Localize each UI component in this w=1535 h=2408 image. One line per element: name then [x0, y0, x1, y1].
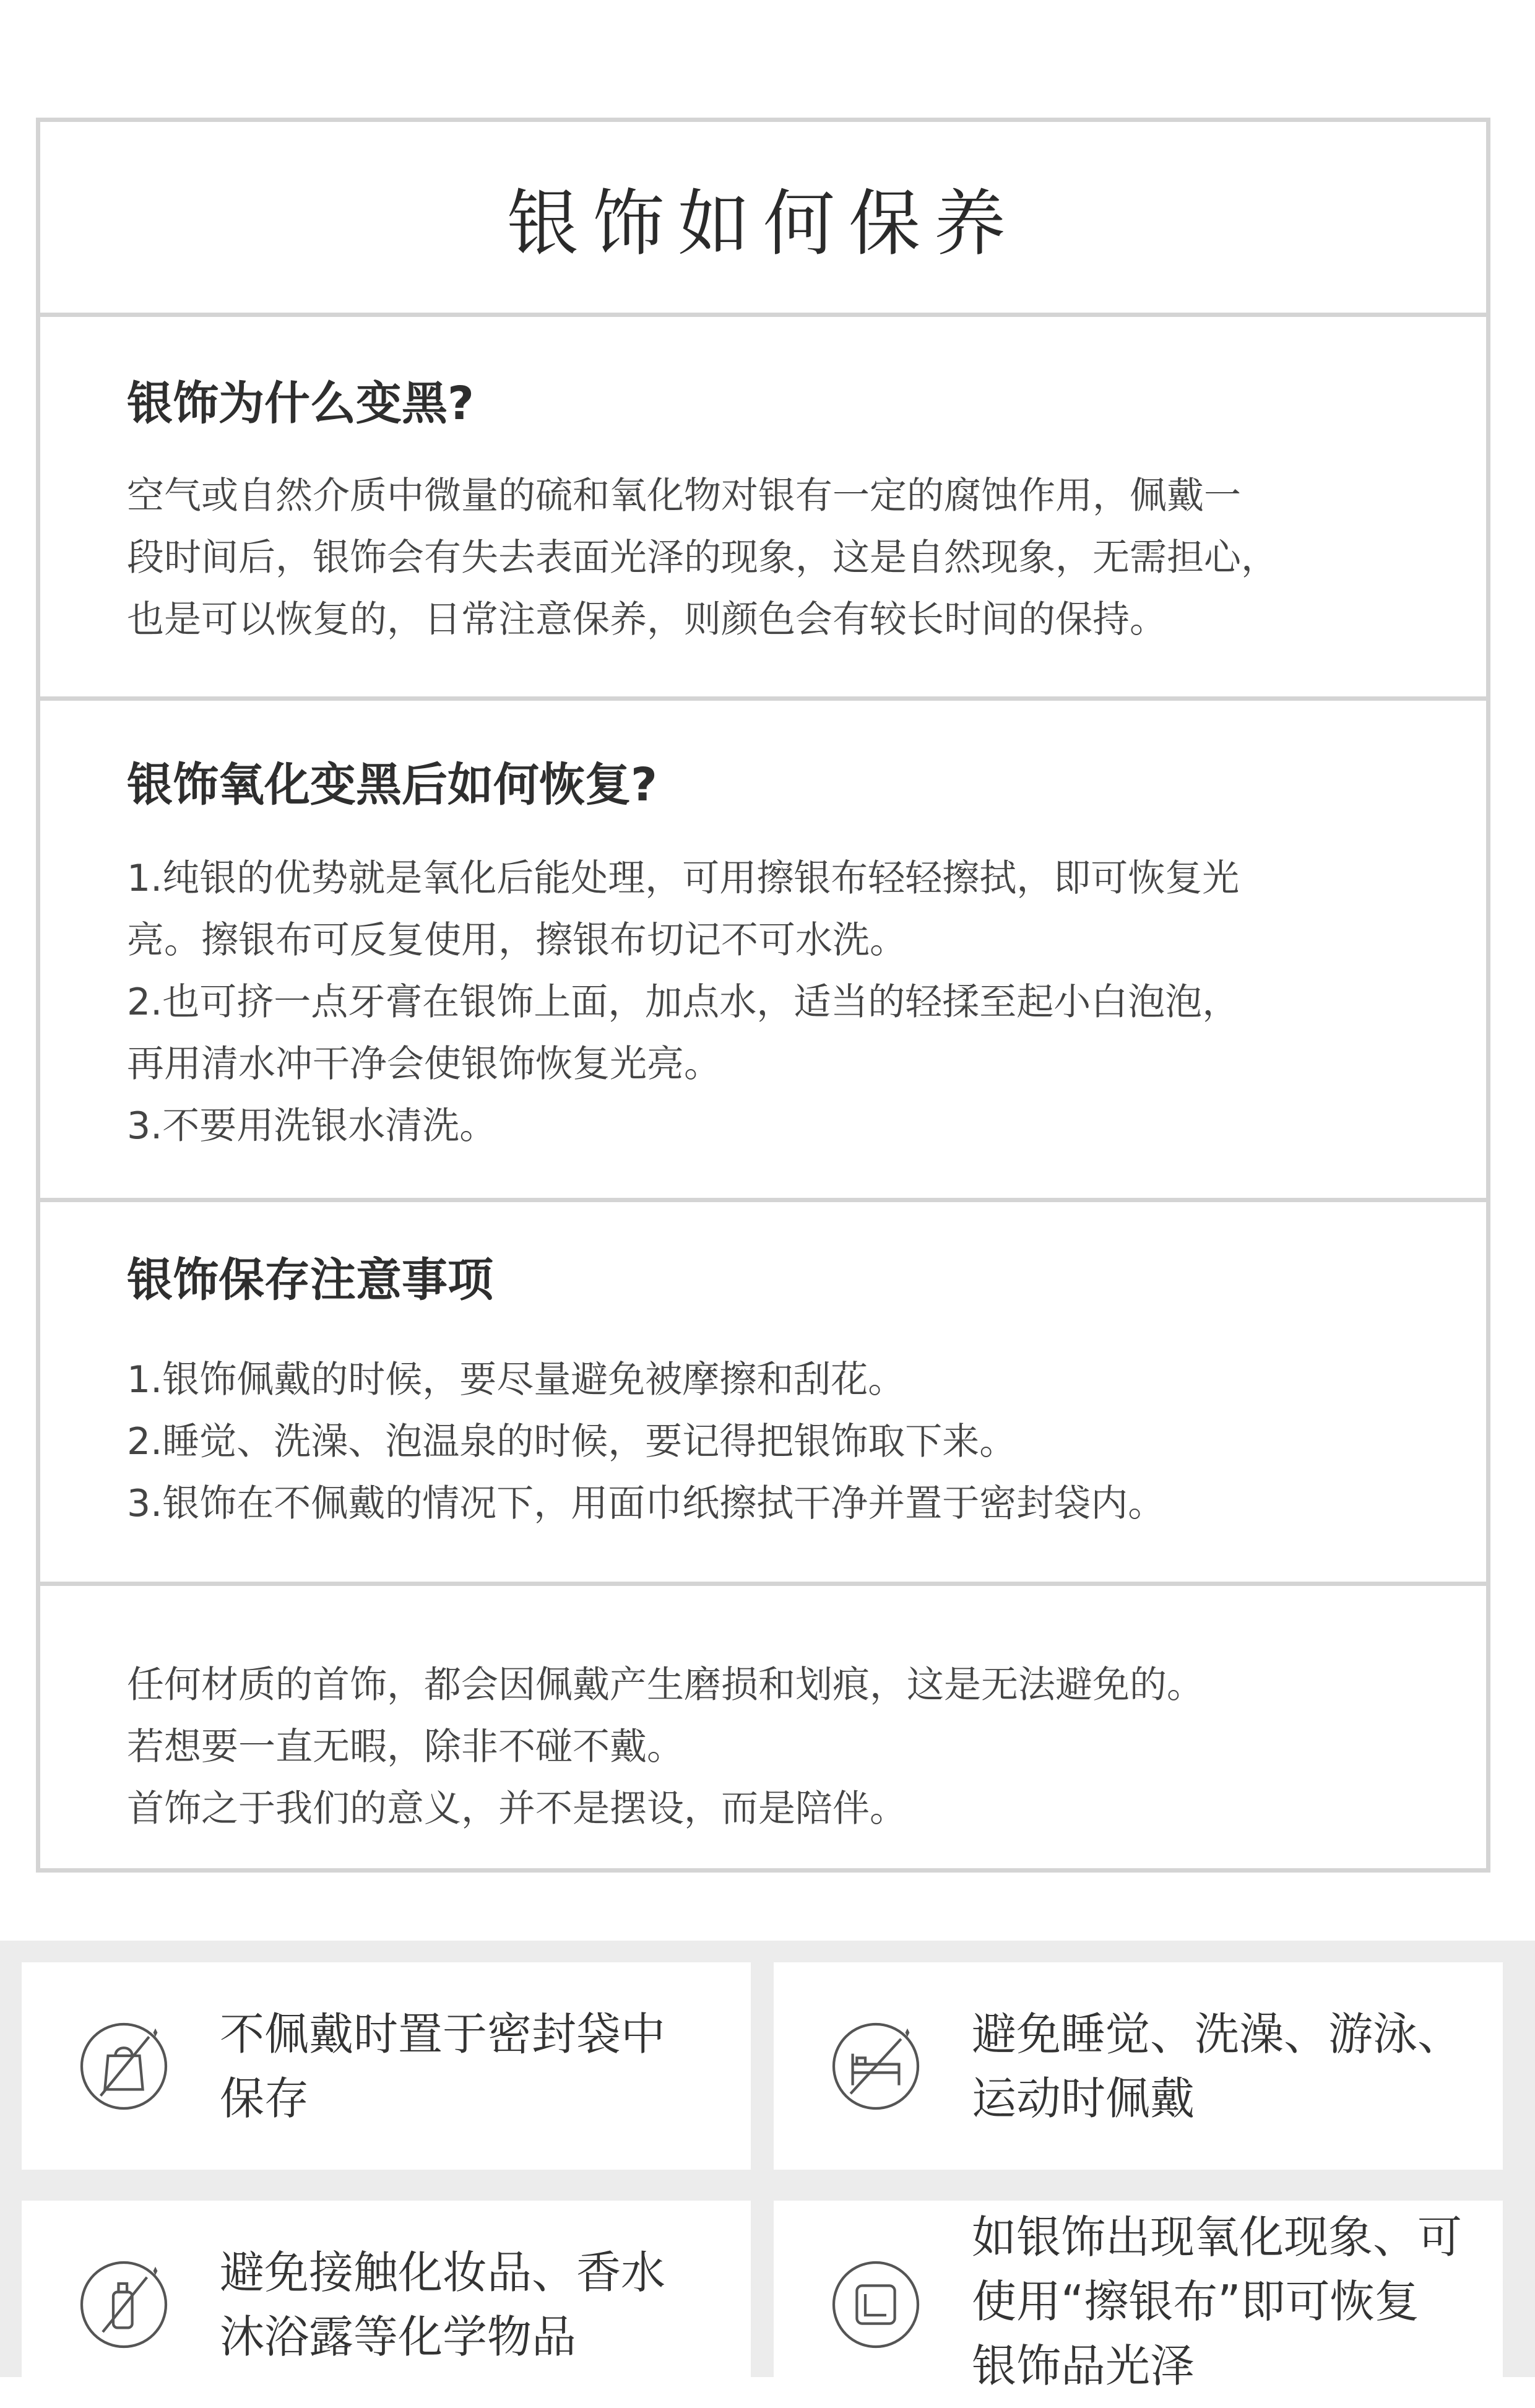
cloth-icon	[823, 2252, 928, 2357]
text-line: 若想要一直无暇，除非不碰不戴。	[127, 1725, 684, 1769]
text-line: 3.不要用洗银水清洗。	[127, 1104, 497, 1148]
tip-text: 如银饰出现氧化现象、可 使用“擦银布”即可恢复 银饰品光泽	[972, 2211, 1463, 2392]
page-title: 银饰如何保养	[507, 181, 1019, 266]
section-title: 银饰保存注意事项	[127, 1254, 493, 1307]
text-line: 3.银饰在不佩戴的情况下，用面巾纸擦拭干净并置于密封袋内。	[127, 1481, 1165, 1525]
title-box	[40, 122, 1486, 317]
tip-text: 避免接触化妆品、香水 沐浴露等化学物品	[220, 2246, 666, 2363]
text-line: 任何材质的首饰，都会因佩戴产生磨损和划痕，这是无法避免的。	[127, 1663, 1204, 1707]
care-guide-card	[36, 118, 1490, 1873]
perfume-icon	[71, 2252, 176, 2357]
bed-icon	[823, 2014, 928, 2119]
section-closing	[40, 1586, 1486, 1871]
text-line: 段时间后，银饰会有失去表面光泽的现象，这是自然现象，无需担心，	[127, 535, 1278, 579]
tip-card	[774, 1962, 1503, 2170]
text-line: 空气或自然介质中微量的硫和氧化物对银有一定的腐蚀作用，佩戴一	[127, 474, 1241, 518]
text-line: 也是可以恢复的，日常注意保养，则颜色会有较长时间的保持。	[127, 597, 1167, 641]
tip-text: 不佩戴时置于密封袋中 保存	[220, 2007, 666, 2124]
section-title: 银饰为什么变黑?	[127, 377, 474, 430]
section-title: 银饰氧化变黑后如何恢复?	[127, 758, 657, 812]
bag-icon	[71, 2014, 176, 2119]
text-line: 1.纯银的优势就是氧化后能处理，可用擦银布轻轻擦拭，即可恢复光	[127, 856, 1240, 900]
text-line: 再用清水冲干净会使银饰恢复光亮。	[127, 1042, 721, 1086]
section-recovery	[40, 701, 1486, 1202]
section-storage	[40, 1202, 1486, 1586]
tip-card	[22, 1962, 751, 2170]
text-line: 2.睡觉、洗澡、泡温泉的时候，要记得把银饰取下来。	[127, 1419, 1017, 1463]
section-why-black	[40, 317, 1486, 701]
text-line: 1.银饰佩戴的时候，要尽量避免被摩擦和刮花。	[127, 1358, 906, 1401]
text-line: 首饰之于我们的意义，并不是摆设，而是陪伴。	[127, 1787, 907, 1830]
text-line: 2.也可挤一点牙膏在银饰上面，加点水，适当的轻揉至起小白泡泡，	[127, 980, 1240, 1024]
text-line: 亮。擦银布可反复使用，擦银布切记不可水洗。	[127, 918, 907, 962]
tip-text: 避免睡觉、洗澡、游泳、 运动时佩戴	[972, 2007, 1463, 2124]
tips-grid	[0, 1941, 1535, 2392]
